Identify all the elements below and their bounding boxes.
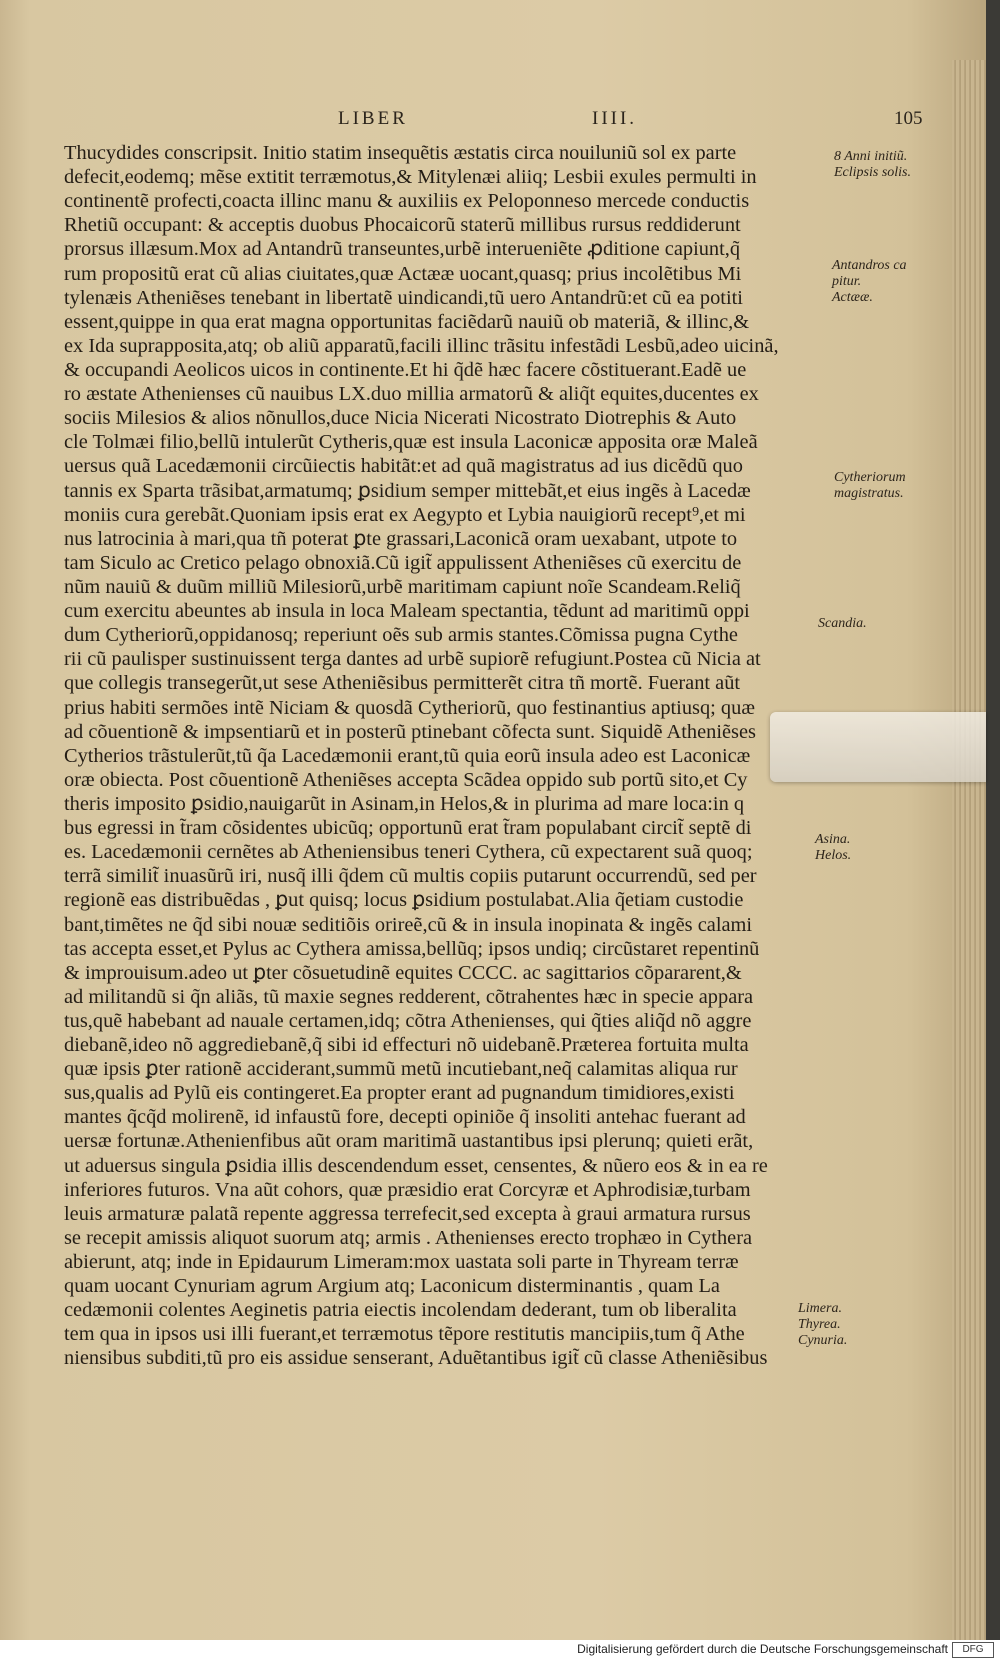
margin-note-line: magistratus. <box>834 486 904 501</box>
margin-note-antandros <box>832 258 907 306</box>
text-line: ad militandũ si q̃n aliãs, tũ maxie segnes redderent, cõtrahentes hæc in specie appara <box>64 985 754 1008</box>
text-line: moniis cura gerebãt.Quoniam ipsis erat ex Aegypto et Lybia nauigiorũ recept⁹,et mi <box>64 503 746 526</box>
text-line: tannis ex Sparta trãsibat,armatumq; ꝑsidium semper mittebãt,et eius ingẽs à Lacedæ <box>64 479 751 502</box>
text-line: ad cõuentionẽ & impsentiarũ et in posterũ ptinebant cõfecta sunt. Siquidẽ Atheniẽses <box>64 720 756 743</box>
text-line: inferiores futuros. Vna aũt cohors, quæ præsidio erat Corcyræ et Aphrodisiæ,turbam <box>64 1178 751 1201</box>
dfg-logo: DFG <box>952 1642 994 1658</box>
margin-note-anni-initium <box>834 149 911 181</box>
text-line: defecit,eodemq; mẽse extitit terræmotus,& Mitylenæi aliiq; Lesbii exules permulti in <box>64 166 757 189</box>
text-line: prius habiti sermões intẽ Niciam & quosdã Cytheriorũ, quo festinantius aptiusq; quæ <box>64 696 755 719</box>
text-line: mantes q̃cq̃d molirenẽ, id infaustũ fore, decepti opiniõe q̃ insoliti antehac fuerant ad <box>64 1106 746 1129</box>
text-line: Cytherios trãstulerũt,tũ q̃a Lacedæmonii erant,tũ quia eorũ insula adeo est Laconicæ <box>64 744 751 767</box>
text-line: theris imposito ꝑsidio,nauigarũt in Asinam,in Helos,& in plurima ad mare loca:in q <box>64 792 745 815</box>
text-line: tam Siculo ac Cretico pelago obnoxiã.Cũ igit̃ appulissent Atheniẽses cũ exercitu de <box>64 551 742 574</box>
text-line: essent,quippe in qua erat magna opportunitas faciẽdarũ nauiũ ob materiã, & illinc,& <box>64 310 750 333</box>
text-line: & improuisum.adeo ut ꝑter cõsuetudinẽ equites CCCC. ac sagittarios cõpararent,& <box>64 961 742 984</box>
running-head-liber: LIBER <box>338 108 408 129</box>
text-line: se recepit amissis aliquot suorum atq; armis . Athenienses erecto trophæo in Cythera <box>64 1226 753 1249</box>
text-line: dum Cytheriorũ,oppidanosq; reperiunt oẽs sub armis stantes.Cõmissa pugna Cythe <box>64 624 738 647</box>
text-line: rii cũ paulisper sustinuissent terga dantes ad urbẽ supiorẽ refugiunt.Postea cũ Nicia at <box>64 648 761 671</box>
margin-note-line: Thyrea. <box>798 1317 841 1332</box>
text-line: tus,quẽ habebant ad nauale certamen,idq; cõtra Athenienses, qui q̃ties aliq̃d nõ aggre <box>64 1009 752 1032</box>
page-edge <box>952 60 986 1640</box>
text-line: cum exercitu abeuntes ab insula in loca Maleam spectantia, tẽdunt ad maritimũ oppi <box>64 600 750 623</box>
text-line: cedæmonii colentes Aeginetis patria eiectis incolendam dederant, tum ob liberalita <box>64 1299 737 1322</box>
margin-note-line: 8 Anni initiũ. <box>834 149 908 164</box>
running-head-book-number: IIII. <box>592 108 638 129</box>
text-line: sociis Milesios & alios nõnullos,duce Nicia Nicerati Nicostrato Diotrephis & Auto <box>64 407 737 430</box>
text-line: tylenæis Atheniẽses tenebant in libertatẽ uindicandi,tũ uero Antandrũ:et cũ ea potiti <box>64 286 743 309</box>
text-line: & occupandi Aeolicos uicos in continente.Et hi q̃dẽ hæc facere cõstituerant.Eadẽ ue <box>64 358 747 381</box>
text-line: leuis armaturæ palatã repente aggressa terrefecit,sed excepta à graui armatura rursus <box>64 1202 751 1225</box>
text-line: uersus quã Lacedæmonii circũiectis habitãt:et ad quã magistratus ad ius dicẽdũ quo <box>64 455 743 478</box>
margin-note-asina <box>815 832 851 864</box>
folio-number: 105 <box>894 108 923 129</box>
text-line: es. Lacedæmonii cernẽtes ab Atheniensibus teneri Cythera, cũ expectarent suã quoq; <box>64 841 753 864</box>
margin-note-line: Limera. <box>798 1301 842 1316</box>
text-line: uersæ fortunæ.Athenienfibus aũt oram maritimã uastantibus ipsi plerunq; quieti erãt, <box>64 1130 754 1153</box>
margin-note-cytheriorum <box>834 470 906 502</box>
text-line: bus egressi in t̃ram cõsidentes ubicũq; opportunũ erat t̃ram populabant circit̃ septẽ di <box>64 817 752 840</box>
margin-note-line: Helos. <box>815 848 852 863</box>
text-line: regionẽ eas distribuẽdas , ꝑut quisq; locus ꝑsidium postulabat.Alia q̃etiam custodie <box>64 889 744 912</box>
text-line: quam uocant Cynuriam agrum Argium atq; Laconicum disterminantis , quam La <box>64 1275 720 1298</box>
footer-bar <box>0 1640 1000 1659</box>
margin-note-line: Eclipsis solis. <box>834 165 912 180</box>
main-text-column <box>64 141 824 1371</box>
text-line: tem qua in ipsos usi illi fuerant,et terræmotus tẽpore restitutis mancipiis,tum q̃ Athe <box>64 1323 745 1346</box>
margin-note-line: Antandros ca <box>832 258 907 273</box>
text-line: rum propositũ erat cũ alias ciuitates,quæ Actææ uocant,quasq; prius incolẽtibus Mi <box>64 262 742 285</box>
text-line: ut aduersus singula ꝑsidia illis descendendum esset, censentes, & nũero eos & in ea re <box>64 1154 768 1177</box>
text-line: quæ ipsis ꝑter rationẽ acciderant,summũ metũ incutiebant,neq̃ calamitas aliqua rur <box>64 1058 738 1081</box>
text-line: cle Tolmæi filio,bellũ intulerũt Cytheris,quæ est insula Laconicæ apposita oræ Maleã <box>64 431 758 454</box>
margin-note-limera <box>798 1301 847 1349</box>
text-line: Rhetiũ occupant: & acceptis duobus Phocaicorũ staterũ millibus rursus reddiderunt <box>64 214 741 237</box>
text-line: nũm nauiũ & duũm milliũ Milesiorũ,urbẽ maritimam capiunt noĩe Scandeam.Reliq̃ <box>64 575 741 598</box>
text-line: niensibus subditi,tũ pro eis assidue senserant, Aduẽtantibus igit̃ cũ classe Atheniẽsibus <box>64 1347 768 1370</box>
text-line: Thucydides conscripsit. Initio statim insequẽtis æstatis circa nouiluniũ sol ex parte <box>64 142 737 164</box>
text-line: que collegis transegerũt,ut sese Atheniẽsibus permitterẽt citra tñ mortẽ. Fuerant aũt <box>64 672 741 695</box>
text-line: continentẽ profecti,coacta illinc manu & auxiliis ex Peloponneso mercede conductis <box>64 190 750 213</box>
margin-note-line: Asina. <box>815 832 851 847</box>
text-line: ro æstate Athenienses cũ nauibus LX.duo millia armatorũ & aliq̃t equites,ducentes ex <box>64 383 759 406</box>
text-line: oræ obiecta. Post cõuentionẽ Atheniẽses accepta Scãdea oppido sub portũ sito,et Cy <box>64 768 748 791</box>
paper-tab-marker <box>770 712 986 782</box>
margin-note-line: Scandia. <box>818 616 867 631</box>
margin-note-line: pitur. <box>832 274 862 289</box>
margin-note-line: Actææ. <box>832 290 873 305</box>
running-head <box>0 108 986 134</box>
margin-note-line: Cynuria. <box>798 1333 848 1348</box>
text-line: ex Ida suprapposita,atq; ob aliũ apparatũ,facili illinc trãsitu infestãdi Lesbũ,adeo uicinã, <box>64 334 779 357</box>
footer-credit: Digitalisierung gefördert durch die Deutsche Forschungsgemeinschaft <box>577 1642 948 1656</box>
margin-note-scandia <box>818 616 867 632</box>
margin-note-line: Cytheriorum <box>834 470 906 485</box>
text-line: diebanẽ,ideo nõ aggrediebanẽ,q̃ sibi id effecturi nõ uidebanẽ.Præterea fortuita multa <box>64 1034 749 1057</box>
text-line: bant,timẽtes ne q̃d sibi nouæ seditiõis orireẽ,cũ & in insula inopinata & ingẽs calami <box>64 913 753 936</box>
text-line: nus latrocinia à mari,qua tñ poterat ꝑte grassari,Laconicã oram uexabant, utpote to <box>64 527 738 550</box>
text-line: sus,qualis ad Pylũ eis contingeret.Ea propter erant ad pugnandum timidiores,existi <box>64 1082 735 1105</box>
text-line: terrã similit̃ inuasũrũ iri, nusq̃ illi q̃dem cũ multis copiis putarunt occurrendũ, sed per <box>64 865 757 888</box>
text-line: tas accepta esset,et Pylus ac Cythera amissa,bellũq; ipsos undiq; circũstaret repentinũ <box>64 937 760 960</box>
text-line: abierunt, atq; inde in Epidaurum Limeram:mox uastata soli parte in Thyream terræ <box>64 1251 739 1274</box>
text-line: prorsus illæsum.Mox ad Antandrũ transeuntes,urbẽ interueniẽte ꝓditione capiunt,q̃ <box>64 238 741 261</box>
